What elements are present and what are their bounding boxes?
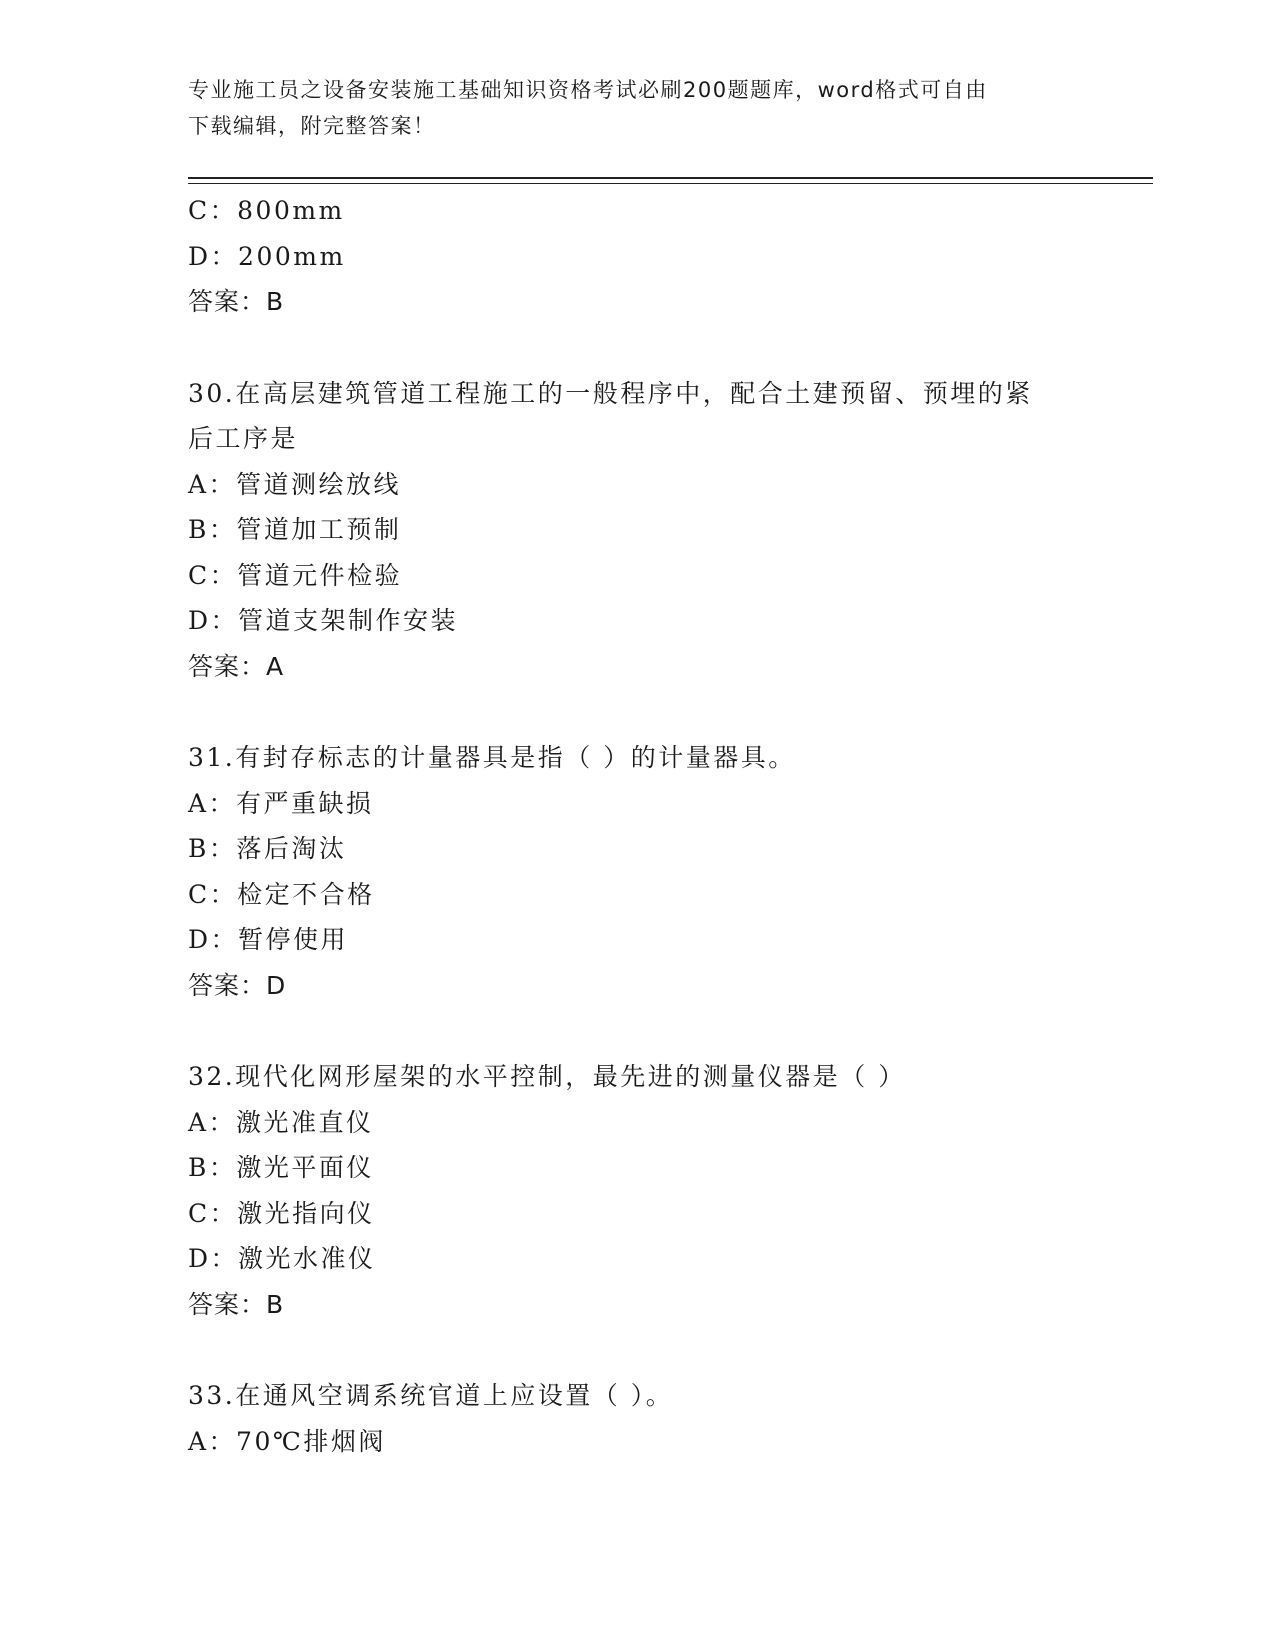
- option-d: D：管道支架制作安装: [188, 606, 459, 635]
- answer-line: 答案：B: [188, 287, 285, 316]
- question-31: [188, 735, 1128, 1008]
- question-30: [188, 371, 1128, 690]
- option-d: D：200mm: [188, 241, 346, 271]
- option-c: C：管道元件检验: [188, 560, 403, 590]
- option-c: C：800mm: [188, 196, 345, 225]
- question-33: [188, 1373, 1128, 1464]
- option-b: B：激光平面仪: [188, 1153, 374, 1182]
- option-a: A：管道测绘放线: [188, 469, 402, 499]
- header-title-line-1: 专业施工员之设备安装施工基础知识资格考试必刷200题题库，word格式可自由: [188, 78, 988, 102]
- document-header: [188, 72, 1088, 144]
- option-a: A：激光准直仪: [188, 1107, 374, 1137]
- option-c: C：激光指向仪: [188, 1198, 375, 1228]
- question-stem: 32.现代化网形屋架的水平控制，最先进的测量仪器是（ ）: [188, 1062, 906, 1091]
- question-32: [188, 1054, 1128, 1327]
- question-stem: 31.有封存标志的计量器具是指（ ）的计量器具。: [188, 743, 796, 772]
- option-b: B：落后淘汰: [188, 834, 347, 863]
- option-a: A：有严重缺损: [188, 788, 374, 818]
- spacer: [188, 325, 1128, 371]
- spacer: [188, 689, 1128, 735]
- header-divider-thin: [188, 183, 1153, 184]
- option-c: C：检定不合格: [188, 879, 375, 909]
- spacer: [188, 1327, 1128, 1373]
- answer-line: 答案：D: [188, 970, 287, 1000]
- answer-line: 答案：B: [188, 1289, 285, 1319]
- spacer: [188, 1008, 1128, 1054]
- option-a: A：70℃排烟阀: [188, 1426, 386, 1456]
- question-stem-continued: 后工序是: [188, 424, 299, 453]
- option-d: D：暂停使用: [188, 925, 349, 954]
- header-title-line-2: 下载编辑，附完整答案！: [188, 114, 436, 138]
- option-d: D：激光水准仪: [188, 1244, 376, 1273]
- header-divider: [188, 177, 1153, 179]
- option-b: B：管道加工预制: [188, 515, 402, 544]
- question-stem: 33.在通风空调系统官道上应设置（ ）。: [188, 1381, 674, 1410]
- question-29-tail: [188, 188, 1128, 325]
- question-list: [188, 188, 1128, 1464]
- answer-line: 答案：A: [188, 651, 285, 681]
- question-stem: 30.在高层建筑管道工程施工的一般程序中，配合土建预留、预埋的紧: [188, 378, 1033, 408]
